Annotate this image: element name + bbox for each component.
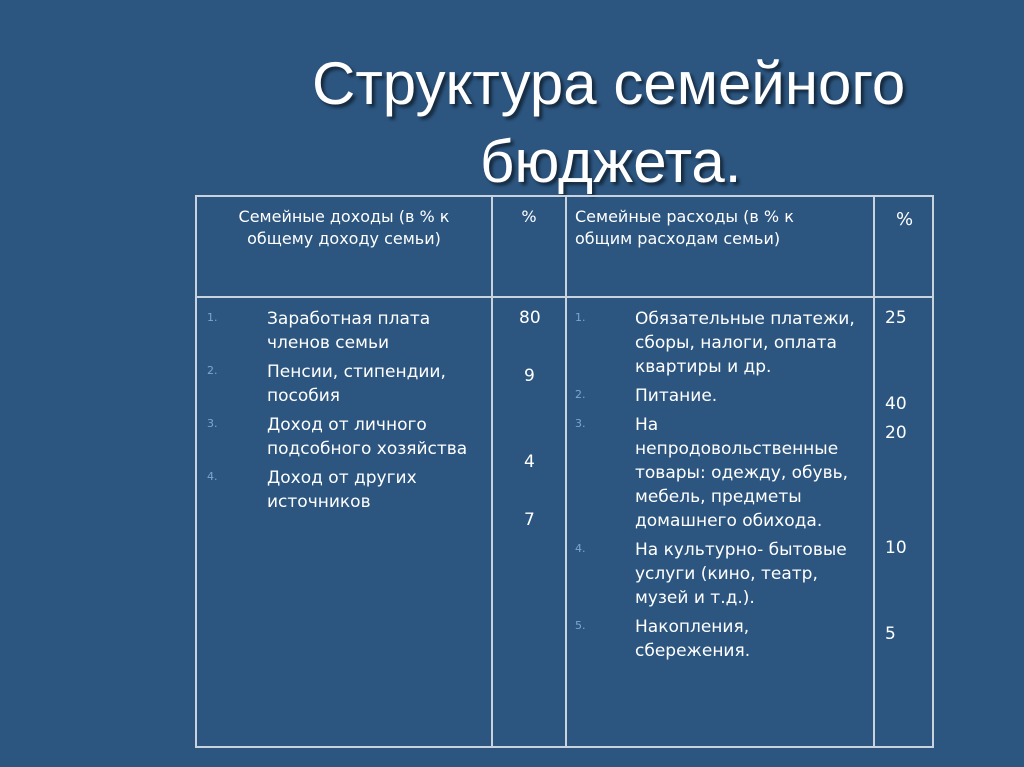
item-text: Доход от личного — [267, 415, 427, 435]
expense-pct-header: % — [895, 209, 914, 230]
expense-value: 10 — [885, 538, 907, 558]
item-text: членов семьи — [267, 333, 390, 353]
expense-value: 40 — [885, 394, 907, 414]
expense-value: 20 — [885, 423, 907, 443]
item-text: непродовольственные — [635, 439, 839, 459]
item-text: товары: одежду, обувь, — [635, 463, 849, 483]
item-number: 3. — [575, 417, 586, 430]
expense-list — [575, 307, 871, 668]
expense-header-line1: Семейные расходы (в % к — [575, 207, 794, 226]
item-text: Пенсии, стипендии, — [267, 362, 446, 382]
list-item — [575, 538, 871, 610]
item-text: Питание. — [635, 386, 718, 406]
income-pct-header: % — [521, 207, 537, 226]
item-text: домашнего обихода. — [635, 511, 823, 531]
item-text: Обязательные платежи, — [635, 309, 855, 329]
item-number: 4. — [575, 542, 586, 555]
item-number: 1. — [575, 311, 586, 324]
item-text: сбережения. — [635, 641, 751, 661]
expense-header-line2: общим расходам семьи) — [575, 229, 781, 248]
income-value: 4 — [524, 452, 535, 472]
item-text: Накопления, — [635, 617, 750, 637]
list-item — [207, 413, 487, 461]
income-list — [207, 307, 487, 519]
item-text: услуги (кино, театр, — [635, 564, 818, 584]
list-item — [207, 360, 487, 408]
list-item — [207, 466, 487, 514]
item-text: музей и т.д.). — [635, 588, 755, 608]
item-text: мебель, предметы — [635, 487, 802, 507]
income-header-line1: Семейные доходы (в % к — [238, 207, 450, 226]
list-item — [575, 615, 871, 663]
item-number: 2. — [207, 364, 218, 377]
item-text: пособия — [267, 386, 341, 406]
income-value: 80 — [519, 308, 541, 328]
column-divider — [491, 197, 493, 746]
column-divider — [565, 197, 567, 746]
budget-table — [195, 195, 934, 748]
expense-value: 5 — [885, 624, 896, 644]
list-item — [575, 413, 871, 533]
item-text: подсобного хозяйства — [267, 439, 468, 459]
header-divider — [197, 296, 932, 298]
item-text: квартиры и др. — [635, 357, 772, 377]
item-text: сборы, налоги, оплата — [635, 333, 837, 353]
item-number: 4. — [207, 470, 218, 483]
item-number: 3. — [207, 417, 218, 430]
item-number: 2. — [575, 388, 586, 401]
item-text: На культурно- бытовые — [635, 540, 847, 560]
column-divider — [873, 197, 875, 746]
item-text: На — [635, 415, 659, 435]
income-header — [197, 206, 491, 250]
slide-title-line2: бюджета. — [480, 128, 742, 195]
slide-title-line1: Структура семейного — [312, 50, 906, 117]
item-number: 5. — [575, 619, 586, 632]
income-header-line2: общему доходу семьи) — [247, 229, 441, 248]
item-text: Доход от других — [267, 468, 417, 488]
item-text: источников — [267, 492, 371, 512]
item-number: 1. — [207, 311, 218, 324]
income-value: 7 — [524, 510, 535, 530]
expense-header — [575, 206, 871, 250]
list-item — [575, 307, 871, 379]
list-item — [207, 307, 487, 355]
expense-value: 25 — [885, 308, 907, 328]
item-text: Заработная плата — [267, 309, 431, 329]
income-value: 9 — [524, 366, 535, 386]
list-item — [575, 384, 871, 408]
